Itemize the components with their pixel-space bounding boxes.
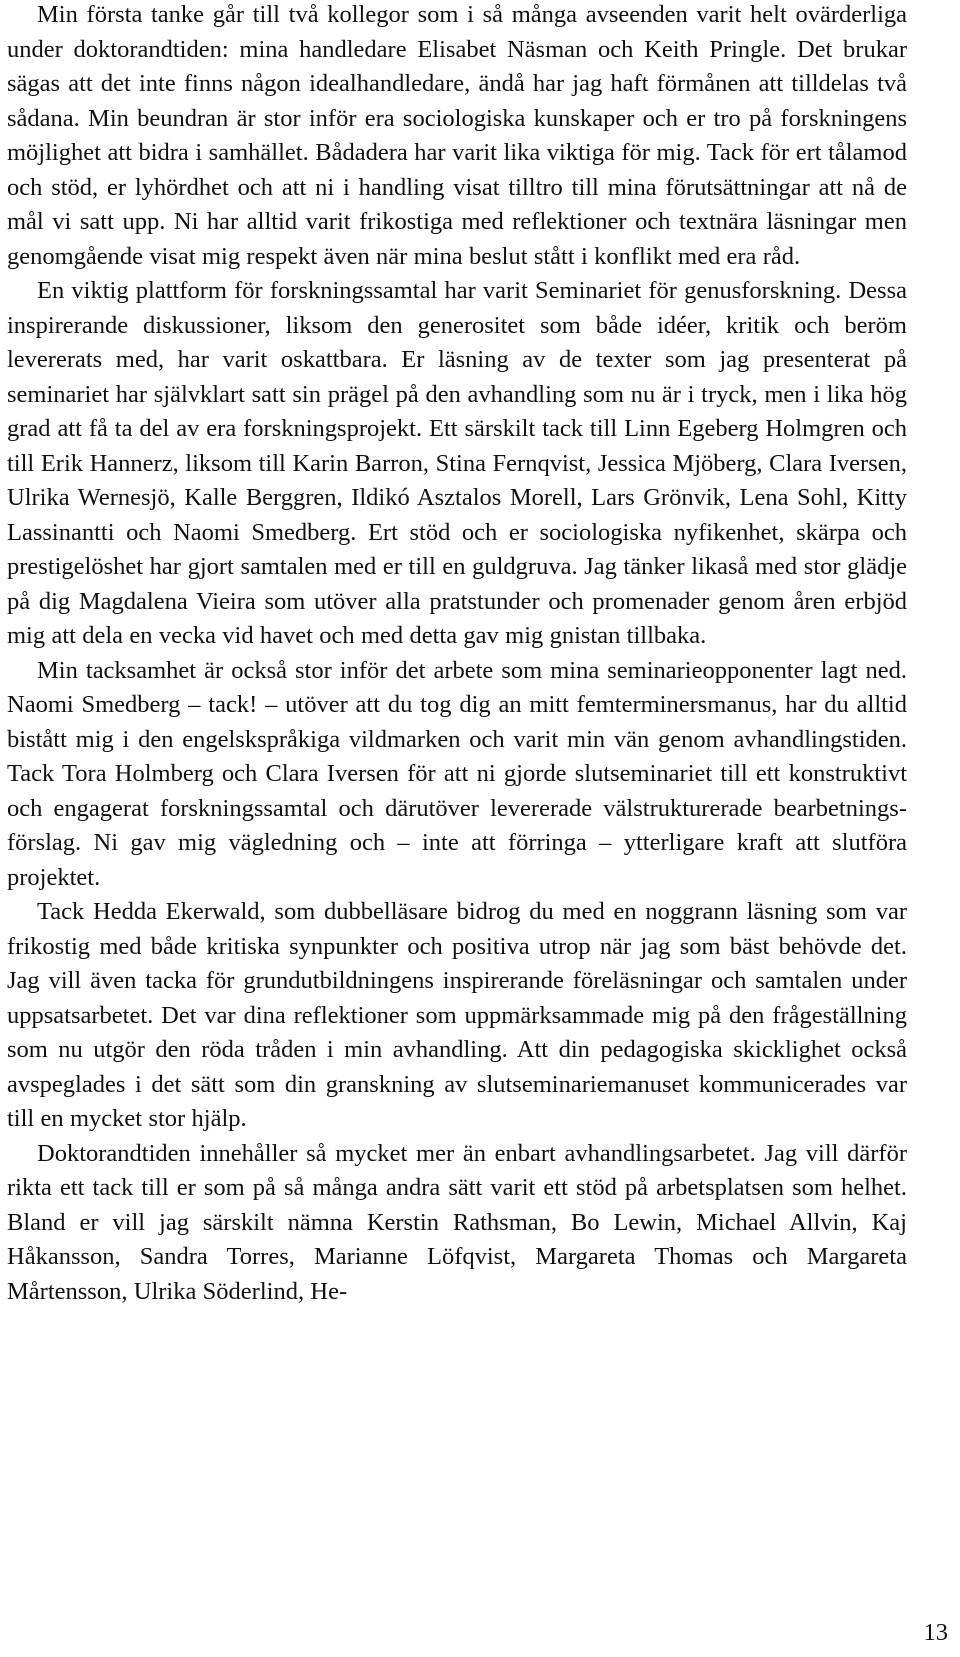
paragraph-gender-seminar: En viktig plattform för forskningssamtal har varit Seminariet för genusforskning. Dessa inspirerande diskussioner, liksom den generositet som både idéer, kritik och beröm levererats med, har varit oskattbara. Er läsning av de texter som jag presenterat på seminariet har självklart satt sin prägel på den avhandling som nu är i tryck, men i lika hög grad att få ta del av era forskningsprojekt. Ett särskilt tack till Linn Egeberg Holmgren och till Erik Hannerz, liksom till Karin Barron, Stina Fernqvist, Jessica Mjöberg, Clara Iversen, Ulrika Wernesjö, Kalle Berggren, Ildikó Asztalos Morell, Lars Grönvik, Lena Sohl, Kitty Lassinantti och Naomi Smedberg. Ert stöd och er sociologiska nyfikenhet, skärpa och prestigelöshet har gjort samtalen med er till en guldgruva. Jag tänker likaså med stor glädje på dig Magdalena Vieira som utöver alla pratstunder och promenader genom åren erbjöd mig att dela en vecka vid havet och med detta gav mig gnistan tillbaka. (7, 277, 907, 649)
paragraph-workplace: Doktorandtiden innehåller så mycket mer än enbart avhandlingsarbetet. Jag vill därför rikta ett tack till er som på så många andra sätt varit ett stöd på arbetsplatsen som helhet. Bland er vill jag särskilt nämna Kerstin Rathsman, Bo Lewin, Michael Allvin, Kaj Håkansson, Sandra Torres, Marianne Löfqvist, Margareta Thomas och Margareta Mårtensson, Ulrika Söderlind, He- (7, 1139, 907, 1305)
paragraph-second-reader: Tack Hedda Ekerwald, som dubbelläsare bidrog du med en noggrann läsning som var frikostig med både kritiska synpunkter och positiva utrop när jag som bäst behövde det. Jag vill även tacka för grundutbildningens inspirerande föreläsningar och samtalen under uppsatsarbetet. Det var dina reflektioner som uppmärksammade mig på den frågeställning som nu utgör den röda tråden i min avhandling. Att din pedagogiska skicklighet också avspeglades i det sätt som din granskning av slutseminariemanuset kommunicerades var till en mycket stor hjälp. (7, 898, 907, 1132)
paragraph-advisors: Min första tanke går till två kollegor som i så många avseenden varit helt ovärderliga under doktorandtiden: mina handledare Elisabet Näsman och Keith Pringle. Det brukar sägas att det inte finns någon idealhandledare, ändå har jag haft förmånen att tilldelas två sådana. Min beundran är stor inför era sociologiska kunskaper och er tro på forskningens möjlighet att bidra i samhället. Bådadera har varit lika viktiga för mig. Tack för ert tålamod och stöd, er lyhördhet och att ni i handling visat tilltro till mina förutsättningar att nå de mål vi satt upp. Ni har alltid varit frikostiga med reflektioner och textnära läsningar men genomgående visat mig respekt även när mina beslut stått i konflikt med era råd. (7, 1, 907, 270)
page-number: 13 (923, 1619, 948, 1646)
document-page (7, 0, 907, 1309)
paragraph-opponents: Min tacksamhet är också stor inför det arbete som mina seminarieopponenter lagt ned. Naomi Smedberg – tack! – utöver att du tog dig an mitt femterminersmanus, har du alltid bistått mig i den engelskspråkiga vildmarken och varit min vän genom avhandlingstiden. Tack Tora Holmberg och Clara Iversen för att ni gjorde slutseminariet till ett konstruktivt och engagerat forskningssamtal och därutöver levererade välstrukturerade bearbetningsförslag. Ni gav mig vägledning och – inte att förringa – ytterligare kraft att slutföra projektet. (7, 656, 907, 891)
